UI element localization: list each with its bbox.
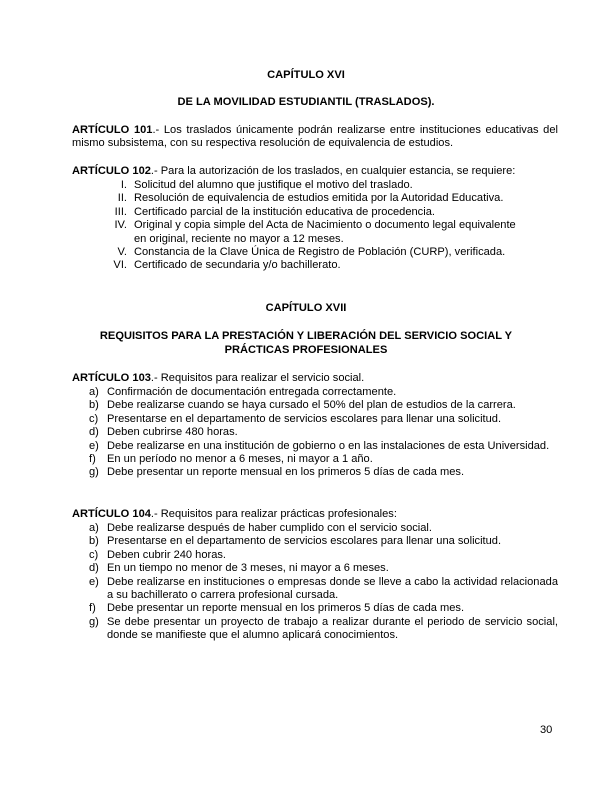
- list-item-letter: a): [89, 522, 99, 534]
- list-item-letter: g): [89, 615, 99, 628]
- list-item: [72, 206, 558, 219]
- list-item-number: IV.: [114, 219, 127, 232]
- list-item: [72, 386, 558, 399]
- list-item: [72, 219, 558, 246]
- article-102-text: .- Para la autorización de los traslados, en cualquier estancia, se requiere:: [150, 165, 516, 177]
- list-item-text: Certificado parcial de la institución educativa de procedencia.: [134, 205, 435, 218]
- list-item-letter: d): [89, 426, 99, 439]
- list-item: [72, 440, 558, 453]
- list-item-text: Deben cubrirse 480 horas.: [107, 426, 238, 439]
- list-item-text: En un período no menor a 6 meses, ni mayor a 1 año.: [107, 453, 373, 466]
- list-item-text: Debe realizarse después de haber cumplido con el servicio social.: [107, 522, 432, 534]
- list-item: [72, 522, 558, 535]
- article-103-label: ARTÍCULO 103: [72, 372, 151, 384]
- list-item: [72, 562, 558, 575]
- list-item-letter: b): [89, 535, 99, 548]
- list-item-text: Debe realizarse en una institución de gobierno o en las instalaciones de esta Universidad.: [107, 439, 550, 452]
- article-104-list: [72, 522, 558, 643]
- list-item-letter: c): [89, 412, 99, 425]
- list-item-letter: f): [89, 453, 96, 466]
- list-item-letter: b): [89, 399, 99, 412]
- chapter-17-subtitle-line-1: REQUISITOS PARA LA PRESTACIÓN Y LIBERACIÓN DEL SERVICIO SOCIAL Y: [99, 330, 513, 342]
- list-item-text: Presentarse en el departamento de servicios escolares para llenar una solicitud.: [107, 535, 502, 548]
- list-item-text: Presentarse en el departamento de servicios escolares para llenar una solicitud.: [107, 412, 502, 425]
- list-item-text: Debe presentar un reporte mensual en los primeros 5 días de cada mes.: [107, 466, 465, 479]
- article-101-label: ARTÍCULO 101: [72, 124, 153, 136]
- list-item: [72, 179, 558, 192]
- list-item-text: Debe realizarse en instituciones o empresas donde se lleve a cabo la actividad relacionada a su bachillerato o carrera profesional cursada.: [107, 575, 558, 602]
- list-item: [72, 576, 558, 603]
- list-item-number: VI.: [113, 259, 127, 272]
- list-item-number: II.: [117, 192, 127, 205]
- list-item: [72, 549, 558, 562]
- article-103-list: [72, 386, 558, 480]
- list-item-number: III.: [114, 205, 127, 218]
- article-104: [72, 508, 558, 521]
- article-101: [72, 124, 558, 151]
- list-item: [72, 192, 558, 205]
- list-item-text: Confirmación de documentación entregada correctamente.: [107, 386, 397, 398]
- chapter-16-subtitle: DE LA MOVILIDAD ESTUDIANTIL (TRASLADOS).: [177, 96, 435, 108]
- list-item: [72, 413, 558, 426]
- list-item-text: Constancia de la Clave Única de Registro de Población (CURP), verificada.: [134, 246, 506, 259]
- article-102-label: ARTÍCULO 102: [72, 165, 151, 177]
- list-item: [72, 453, 558, 466]
- list-item: [72, 426, 558, 439]
- list-item: [72, 466, 558, 479]
- list-item-text: Deben cubrir 240 horas.: [107, 548, 227, 561]
- article-104-text: .- Requisitos para realizar prácticas profesionales:: [150, 508, 397, 520]
- list-item-text: Debe realizarse cuando se haya cursado el 50% del plan de estudios de la carrera.: [107, 399, 516, 412]
- list-item-letter: g): [89, 466, 99, 479]
- list-item-letter: c): [89, 548, 99, 561]
- list-item-text: Solicitud del alumno que justifique el motivo del traslado.: [134, 179, 413, 191]
- page-number: 30: [540, 724, 553, 736]
- list-item: [72, 246, 558, 259]
- list-item-letter: f): [89, 602, 96, 615]
- chapter-17-title: CAPÍTULO XVII: [265, 302, 347, 314]
- list-item-letter: a): [89, 386, 99, 398]
- article-103: [72, 372, 558, 385]
- list-item: [72, 535, 558, 548]
- article-102: [72, 165, 558, 178]
- article-102-list: [72, 179, 558, 273]
- list-item: [72, 602, 558, 615]
- list-item-letter: e): [89, 439, 99, 452]
- article-101-text: .- Los traslados únicamente podrán realizarse entre instituciones educativas del mismo subsistema, con su respectiva resolución de equivalencia de estudios.: [72, 124, 558, 150]
- list-item-letter: e): [89, 575, 99, 588]
- chapter-17-subtitle-line-2: PRÁCTICAS PROFESIONALES: [224, 344, 388, 356]
- list-item-text: Resolución de equivalencia de estudios emitida por la Autoridad Educativa.: [134, 192, 504, 205]
- list-item-number: I.: [120, 179, 127, 191]
- list-item: [72, 259, 558, 272]
- list-item-number: V.: [117, 246, 127, 259]
- list-item-text: Original y copia simple del Acta de Nacimiento o documento legal equivalente en original, reciente no mayor a 12 meses.: [134, 219, 516, 245]
- list-item-text: Debe presentar un reporte mensual en los primeros 5 días de cada mes.: [107, 602, 465, 615]
- chapter-16-title: CAPÍTULO XVI: [267, 69, 345, 81]
- article-104-label: ARTÍCULO 104: [72, 508, 151, 520]
- list-item-letter: d): [89, 562, 99, 575]
- list-item-text: En un tiempo no menor de 3 meses, ni mayor a 6 meses.: [107, 562, 389, 575]
- list-item-text: Se debe presentar un proyecto de trabajo a realizar durante el periodo de servicio social, donde se manifieste que el alumno aplicará conocimientos.: [107, 615, 558, 642]
- list-item: [72, 399, 558, 412]
- list-item: [72, 616, 558, 643]
- article-103-text: .- Requisitos para realizar el servicio social.: [150, 372, 365, 384]
- list-item-text: Certificado de secundaria y/o bachillerato.: [134, 259, 341, 272]
